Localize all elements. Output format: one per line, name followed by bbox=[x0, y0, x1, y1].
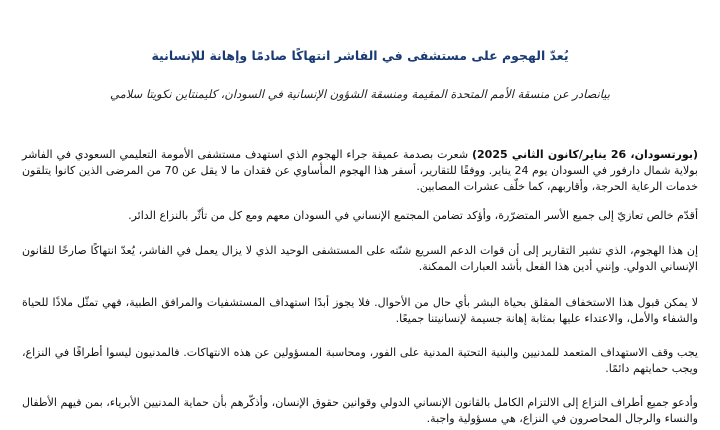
paragraph-5: يجب وقف الاستهداف المتعمد للمدنيين والبنية التحتية المدنية على الفور، ومحاسبة المسؤولين عن هذه الانتهاكات. فالمدنيون ليسوا أطرافًا في النزاع، ويجب حمايتهم دائمًا. bbox=[22, 346, 698, 375]
paragraph-2: أقدّم خالص تعازيّ إلى جميع الأسر المتضرّرة، وأؤكد تضامن المجتمع الإنساني في السودان معهم ومع كل من تأثّر بالنزاع الدائر. bbox=[128, 209, 698, 222]
paragraph-6: وأدعو جميع أطراف النزاع إلى الالتزام الكامل بالقانون الإنساني الدولي وقوانين حقوق الإنسان، وأذكّرهم بأن حماية المدنيين الأبرياء، بمن فيهم الأطفال والنساء والرجال المحاصرون في النزاع، هي مسؤولية واجبة. bbox=[22, 396, 698, 425]
paragraph-4: لا يمكن قبول هذا الاستخفاف المقلق بحياة البشر بأي حال من الأحوال. فلا يجوز أبدًا استهداف المستشفيات والمرافق الطبية، فهي تمثّل ملاذًا للحياة والشفاء والأمل، والاعتداء عليها بمثابة إهانة جسيمة لإنسانيتنا جميعًا. bbox=[22, 296, 698, 325]
document-title: يُعدّ الهجوم على مستشفى في الفاشر انتهاكًا صادمًا وإهانة للإنسانية bbox=[151, 48, 569, 63]
dateline: (بورتسودان، 26 يناير/كانون الثاني 2025) bbox=[471, 148, 698, 161]
paragraph-3: إن هذا الهجوم، الذي تشير التقارير إلى أن قوات الدعم السريع شنّته على المستشفى الوحيد الذي لا يزال يعمل في الفاشر، يُعدّ انتهاكًا صارخًا للقانون الإنساني الدولي. وإنني أدين هذا الفعل بأشد العبارات الممكنة. bbox=[22, 244, 698, 273]
paragraph-1 bbox=[22, 147, 698, 195]
document-subtitle: بيانصادر عن منسقة الأمم المتحدة المقيمة ومنسقة الشؤون الإنسانية في السودان، كليمنتاين نكويتا سلامي bbox=[110, 87, 610, 101]
paragraph-1-text: شعرت بصدمة عميقة جراء الهجوم الذي استهدف مستشفى الأمومة التعليمي السعودي في الفاشر بولاية شمال دارفور في السودان يوم 24 يناير. ووفقًا للتقارير، أسفر هذا الهجوم المأساوي عن فقدان ما لا يقل عن 70 من المرضى الذين كانوا يتلقون خدمات الرعاية الحرجة، وأقاربهم، كما خلّف عشرات المصابين. bbox=[22, 148, 698, 193]
